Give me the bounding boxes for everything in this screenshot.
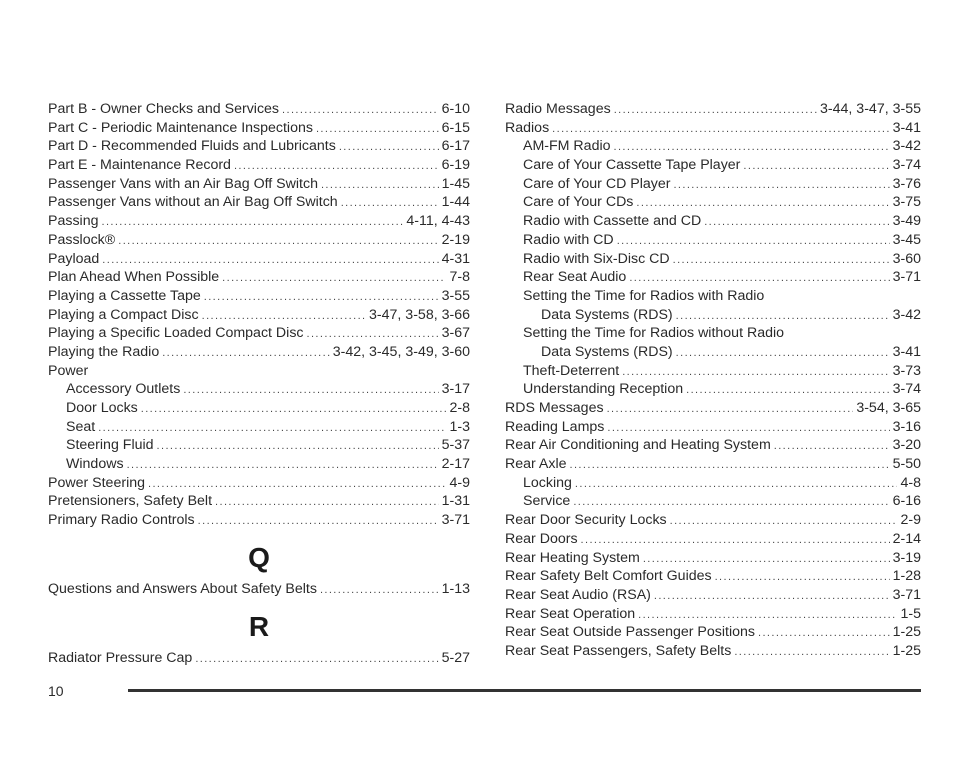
index-page-ref: 7-8 (449, 269, 470, 286)
index-term: Radio Messages (505, 101, 611, 117)
index-entry (505, 324, 921, 343)
index-page-ref: 6-15 (441, 119, 470, 136)
index-page-ref: 3-45 (892, 231, 921, 248)
index-page-ref: 4-8 (900, 474, 921, 491)
index-term: Care of Your CD Player (523, 175, 671, 192)
index-entry (48, 137, 470, 156)
index-entry (505, 137, 921, 156)
index-page-ref: 3-42 (892, 138, 921, 155)
index-entry (505, 100, 921, 119)
section-letter-r: R (248, 610, 270, 642)
footer-rule (128, 689, 921, 692)
index-entry (48, 324, 470, 343)
index-term: Rear Safety Belt Comfort Guides (505, 568, 712, 585)
index-term: Radios (505, 119, 550, 136)
index-term: Windows (66, 456, 124, 473)
dot-leader (743, 157, 889, 175)
dot-leader (204, 288, 439, 306)
index-page-ref: 2-17 (441, 456, 470, 473)
index-entry (505, 436, 921, 455)
dot-leader (198, 512, 439, 530)
index-term: Understanding Reception (523, 381, 684, 398)
index-term: Rear Doors (505, 530, 578, 547)
index-entry (505, 474, 921, 493)
index-term: Plan Ahead When Possible (48, 269, 220, 286)
index-page-ref: 3-67 (441, 325, 470, 342)
dot-leader (162, 344, 330, 362)
index-page-ref: 6-16 (892, 493, 921, 510)
index-entries-r (48, 649, 470, 668)
index-entry (505, 119, 921, 138)
dot-leader (638, 606, 897, 624)
index-entry (48, 175, 470, 194)
dot-leader (607, 400, 854, 418)
index-page-ref: 3-74 (892, 157, 921, 174)
index-page-ref: 1-25 (892, 642, 921, 659)
dot-leader (316, 120, 439, 138)
dot-leader (614, 138, 890, 156)
index-entry (48, 492, 470, 511)
index-entry (505, 362, 921, 381)
index-term: Playing the Radio (48, 343, 160, 360)
index-page-ref: 3-17 (441, 381, 470, 398)
index-term: Rear Heating System (505, 549, 640, 566)
index-term: Rear Seat Audio (RSA) (505, 586, 651, 603)
index-page-ref: 1-31 (441, 493, 470, 510)
index-page-ref: 3-49 (892, 213, 921, 230)
index-term: Radio with Cassette and CD (523, 213, 702, 230)
index-entry (48, 343, 470, 362)
dot-leader (183, 381, 438, 399)
index-entry (48, 268, 470, 287)
dot-leader (617, 232, 890, 250)
index-entry (48, 212, 470, 231)
dot-leader (607, 419, 889, 437)
index-entry (48, 418, 470, 437)
index-entry (505, 212, 921, 231)
index-page-ref: 2-9 (900, 512, 921, 529)
index-page-ref: 1-13 (441, 580, 470, 597)
dot-leader (629, 269, 889, 287)
index-term: Rear Seat Operation (505, 605, 636, 622)
dot-leader (341, 194, 439, 212)
index-term: Playing a Specific Loaded Compact Disc (48, 325, 304, 342)
dot-leader (307, 325, 439, 343)
dot-leader (570, 456, 890, 474)
index-entry (505, 399, 921, 418)
index-term: Passenger Vans without an Air Bag Off Switch (48, 194, 338, 211)
index-term: Radiator Pressure Cap (48, 649, 193, 666)
index-term: Radio with CD (523, 231, 614, 248)
index-page-ref: 2-8 (449, 400, 470, 416)
dot-leader (704, 213, 889, 231)
index-term: Playing a Compact Disc (48, 306, 199, 323)
index-page-ref: 1-25 (892, 624, 921, 641)
index-page-ref: 4-11, 4-43 (406, 213, 470, 230)
dot-leader (758, 624, 890, 642)
dot-leader (141, 400, 447, 418)
dot-leader (552, 120, 889, 138)
index-term: AM-FM Radio (523, 138, 611, 155)
index-page-ref: 3-41 (892, 343, 921, 360)
index-page-ref: 3-42 (892, 306, 921, 323)
index-page-ref: 6-10 (441, 101, 470, 117)
index-entries-q (48, 580, 470, 599)
index-term: Rear Air Conditioning and Heating System (505, 437, 771, 454)
dot-leader (614, 101, 817, 119)
dot-leader (673, 176, 889, 194)
index-term: Theft-Deterrent (523, 362, 620, 379)
dot-leader (102, 251, 438, 269)
index-entry (505, 492, 921, 511)
index-entry (505, 343, 921, 362)
index-entry (48, 362, 470, 381)
index-entry (505, 530, 921, 549)
index-page-ref: 6-19 (441, 157, 470, 174)
index-entry (48, 119, 470, 138)
index-entry (505, 549, 921, 568)
index-entry (505, 287, 921, 306)
index-term: Pretensioners, Safety Belt (48, 493, 213, 510)
index-entry (505, 586, 921, 605)
section-letter-q: Q (248, 541, 270, 573)
index-entry (505, 455, 921, 474)
index-term: Accessory Outlets (66, 381, 181, 398)
index-page-ref: 3-19 (892, 549, 921, 566)
index-term: Reading Lamps (505, 418, 605, 435)
dot-leader (320, 581, 439, 599)
index-term: Setting the Time for Radios with Radio (523, 287, 765, 304)
index-term: Service (523, 493, 571, 510)
index-page-ref: 5-27 (441, 649, 470, 666)
index-page-ref: 6-17 (441, 138, 470, 155)
dot-leader (321, 176, 439, 194)
dot-leader (127, 456, 439, 474)
dot-leader (575, 475, 898, 493)
index-page-ref: 1-45 (441, 175, 470, 192)
index-entry (505, 418, 921, 437)
index-term: Care of Your Cassette Tape Player (523, 157, 741, 174)
dot-leader (195, 650, 438, 668)
index-term: Data Systems (RDS) (541, 306, 673, 323)
dot-leader (636, 194, 889, 212)
index-entry (505, 567, 921, 586)
index-page-ref: 3-71 (441, 512, 470, 529)
index-page-ref: 3-16 (892, 418, 921, 435)
index-entry (48, 231, 470, 250)
dot-leader (573, 493, 889, 511)
index-entry (48, 399, 470, 418)
index-entry (48, 100, 470, 119)
dot-leader (98, 419, 446, 437)
index-page-ref: 1-3 (449, 418, 470, 435)
index-entry (505, 623, 921, 642)
index-page-ref: 1-44 (441, 194, 470, 211)
index-page-ref: 3-55 (441, 287, 470, 304)
index-entry (48, 193, 470, 212)
index-page-ref: 4-31 (441, 250, 470, 267)
index-page-ref: 3-74 (892, 381, 921, 398)
index-page-ref: 3-44, 3-47, 3-55 (820, 101, 921, 117)
index-entry (48, 649, 470, 668)
dot-leader (676, 307, 890, 325)
dot-leader (118, 232, 438, 250)
dot-leader (581, 531, 890, 549)
dot-leader (215, 493, 439, 511)
dot-leader (622, 363, 889, 381)
dot-leader (282, 101, 439, 119)
index-entries-right (505, 100, 921, 661)
index-page-ref: 3-76 (892, 175, 921, 192)
index-term: Payload (48, 250, 100, 267)
index-page-ref: 3-41 (892, 119, 921, 136)
index-page-ref: 3-75 (892, 194, 921, 211)
index-column-right (505, 100, 921, 661)
index-entry (505, 268, 921, 287)
index-term: Seat (66, 418, 96, 435)
dot-leader (670, 512, 898, 530)
index-term: Setting the Time for Radios without Radio (523, 325, 785, 342)
dot-leader (774, 437, 890, 455)
index-term: Part D - Recommended Fluids and Lubricants (48, 138, 336, 155)
index-entry (48, 511, 470, 530)
index-entry (48, 580, 470, 599)
index-term: Playing a Cassette Tape (48, 287, 201, 304)
index-page-ref: 3-73 (892, 362, 921, 379)
index-page-ref: 2-19 (441, 231, 470, 248)
index-entry (505, 380, 921, 399)
index-column-left (48, 100, 470, 667)
dot-leader (654, 587, 890, 605)
index-page-ref: 3-47, 3-58, 3-66 (369, 306, 470, 323)
index-term: Rear Seat Outside Passenger Positions (505, 624, 755, 641)
index-term: RDS Messages (505, 400, 604, 416)
index-page-ref: 3-42, 3-45, 3-49, 3-60 (332, 343, 470, 360)
index-entry (48, 436, 470, 455)
index-entry (505, 231, 921, 250)
index-entry (48, 156, 470, 175)
index-term: Care of Your CDs (523, 194, 634, 211)
index-term: Rear Axle (505, 456, 567, 473)
dot-leader (734, 643, 889, 661)
index-term: Part C - Periodic Maintenance Inspections (48, 119, 313, 136)
index-page-ref: 3-20 (892, 437, 921, 454)
index-entry (505, 605, 921, 624)
index-term: Locking (523, 474, 572, 491)
index-term: Passlock® (48, 231, 116, 248)
dot-leader (339, 138, 439, 156)
index-term: Questions and Answers About Safety Belts (48, 580, 317, 597)
dot-leader (148, 475, 446, 493)
index-entry (505, 306, 921, 325)
index-term: Power (48, 362, 89, 379)
index-term: Part E - Maintenance Record (48, 157, 231, 174)
index-page-ref: 5-37 (441, 437, 470, 454)
dot-leader (643, 550, 890, 568)
page-number: 10 (48, 683, 64, 699)
index-entry (505, 156, 921, 175)
index-page-ref: 1-28 (892, 568, 921, 585)
dot-leader (157, 437, 439, 455)
index-entry (48, 380, 470, 399)
index-entry (505, 175, 921, 194)
index-entry (48, 455, 470, 474)
index-entry (505, 511, 921, 530)
index-term: Passenger Vans with an Air Bag Off Switch (48, 175, 318, 192)
index-term: Power Steering (48, 474, 145, 491)
index-page-ref: 3-54, 3-65 (856, 400, 921, 416)
index-term: Door Locks (66, 400, 138, 416)
index-term: Steering Fluid (66, 437, 154, 454)
dot-leader (234, 157, 439, 175)
index-entry (505, 193, 921, 212)
index-page-ref: 4-9 (449, 474, 470, 491)
index-entry (505, 250, 921, 269)
index-page-ref: 3-60 (892, 250, 921, 267)
index-term: Rear Seat Audio (523, 269, 627, 286)
index-page-ref: 5-50 (892, 456, 921, 473)
index-page-ref: 3-71 (892, 269, 921, 286)
dot-leader (673, 251, 890, 269)
index-page-ref: 1-5 (900, 605, 921, 622)
index-term: Passing (48, 213, 99, 230)
dot-leader (686, 381, 889, 399)
index-term: Rear Seat Passengers, Safety Belts (505, 642, 732, 659)
dot-leader (715, 568, 890, 586)
dot-leader (222, 269, 446, 287)
index-term: Radio with Six-Disc CD (523, 250, 670, 267)
index-entry (48, 474, 470, 493)
dot-leader (101, 213, 403, 231)
index-term: Rear Door Security Locks (505, 512, 667, 529)
index-entries-left (48, 100, 470, 530)
index-entry (48, 250, 470, 269)
index-entry (505, 642, 921, 661)
dot-leader (202, 307, 366, 325)
index-term: Part B - Owner Checks and Services (48, 101, 280, 117)
index-page-ref: 3-71 (892, 586, 921, 603)
index-term: Data Systems (RDS) (541, 343, 673, 360)
index-term: Primary Radio Controls (48, 512, 195, 529)
index-entry (48, 287, 470, 306)
dot-leader (676, 344, 890, 362)
index-entry (48, 306, 470, 325)
index-page-ref: 2-14 (892, 530, 921, 547)
